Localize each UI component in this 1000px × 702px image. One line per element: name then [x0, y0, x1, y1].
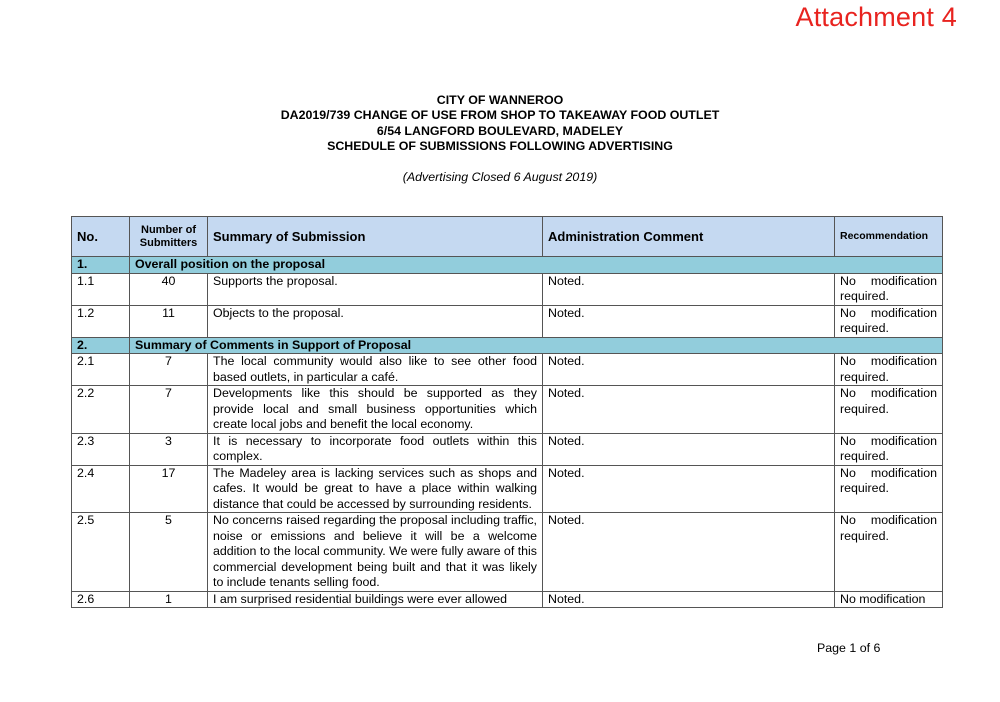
table-body	[72, 257, 943, 608]
column-header-no: No.	[72, 217, 130, 257]
table-row	[72, 465, 943, 513]
table-row	[72, 386, 943, 434]
section-number: 1.	[72, 257, 130, 274]
recommendation: No modification	[835, 591, 943, 608]
header-line-address: 6/54 LANGFORD BOULEVARD, MADELEY	[376, 123, 624, 138]
submission-summary: Developments like this should be supported as they provide local and small business opportunities which create local jobs and benefit the local economy.	[208, 386, 543, 434]
column-header-admin: Administration Comment	[543, 217, 835, 257]
submitter-count: 1	[130, 591, 208, 608]
administration-comment: Noted.	[543, 305, 835, 337]
administration-comment: Noted.	[543, 386, 835, 434]
document-header	[0, 93, 1000, 154]
table-row	[72, 273, 943, 305]
recommendation: No modification required.	[835, 354, 943, 386]
table-row	[72, 305, 943, 337]
row-number: 2.4	[72, 465, 130, 513]
header-line-application: DA2019/739 CHANGE OF USE FROM SHOP TO TAKEAWAY FOOD OUTLET	[280, 108, 720, 123]
submission-summary: Objects to the proposal.	[208, 305, 543, 337]
submitter-count: 7	[130, 386, 208, 434]
administration-comment: Noted.	[543, 273, 835, 305]
submission-summary: The local community would also like to see other food based outlets, in particular a café.	[208, 354, 543, 386]
header-line-schedule: SCHEDULE OF SUBMISSIONS FOLLOWING ADVERTISING	[327, 138, 673, 153]
submission-summary: No concerns raised regarding the proposal including traffic, noise or emissions and believe it will be a welcome addition to the local community. We were fully aware of this commercial development being built and that it was likely to include tenants selling food.	[208, 513, 543, 592]
attachment-label: Attachment 4	[795, 2, 957, 32]
row-number: 1.1	[72, 273, 130, 305]
row-number: 2.2	[72, 386, 130, 434]
submitter-count: 5	[130, 513, 208, 592]
submission-summary: It is necessary to incorporate food outlets within this complex.	[208, 433, 543, 465]
table-row	[72, 591, 943, 608]
administration-comment: Noted.	[543, 465, 835, 513]
header-line-council: CITY OF WANNEROO	[436, 93, 564, 107]
table-header-row	[72, 217, 943, 257]
row-number: 2.3	[72, 433, 130, 465]
column-header-submitters: Number of Submitters	[130, 217, 208, 257]
row-number: 1.2	[72, 305, 130, 337]
section-row	[72, 337, 943, 354]
table-row	[72, 513, 943, 592]
row-number: 2.5	[72, 513, 130, 592]
recommendation: No modification required.	[835, 273, 943, 305]
section-title: Overall position on the proposal	[130, 257, 943, 274]
row-number: 2.1	[72, 354, 130, 386]
submitter-count: 7	[130, 354, 208, 386]
submitter-count: 40	[130, 273, 208, 305]
submission-summary: The Madeley area is lacking services such as shops and cafes. It would be great to have a place within walking distance that could be accessed by surrounding residents.	[208, 465, 543, 513]
submission-summary: Supports the proposal.	[208, 273, 543, 305]
submissions-table	[71, 216, 943, 608]
column-header-recommendation: Recommendation	[835, 217, 943, 257]
table-row	[72, 354, 943, 386]
recommendation: No modification required.	[835, 305, 943, 337]
administration-comment: Noted.	[543, 591, 835, 608]
column-header-summary: Summary of Submission	[208, 217, 543, 257]
table-row	[72, 433, 943, 465]
recommendation: No modification required.	[835, 386, 943, 434]
administration-comment: Noted.	[543, 433, 835, 465]
submitter-count: 11	[130, 305, 208, 337]
submission-summary: I am surprised residential buildings were ever allowed	[208, 591, 543, 608]
page-number: Page 1 of 6	[817, 641, 881, 655]
advertising-note: (Advertising Closed 6 August 2019)	[402, 170, 598, 184]
row-number: 2.6	[72, 591, 130, 608]
recommendation: No modification required.	[835, 433, 943, 465]
administration-comment: Noted.	[543, 513, 835, 592]
recommendation: No modification required.	[835, 513, 943, 592]
submitter-count: 3	[130, 433, 208, 465]
administration-comment: Noted.	[543, 354, 835, 386]
section-title: Summary of Comments in Support of Proposal	[130, 337, 943, 354]
recommendation: No modification required.	[835, 465, 943, 513]
section-row	[72, 257, 943, 274]
section-number: 2.	[72, 337, 130, 354]
submitter-count: 17	[130, 465, 208, 513]
